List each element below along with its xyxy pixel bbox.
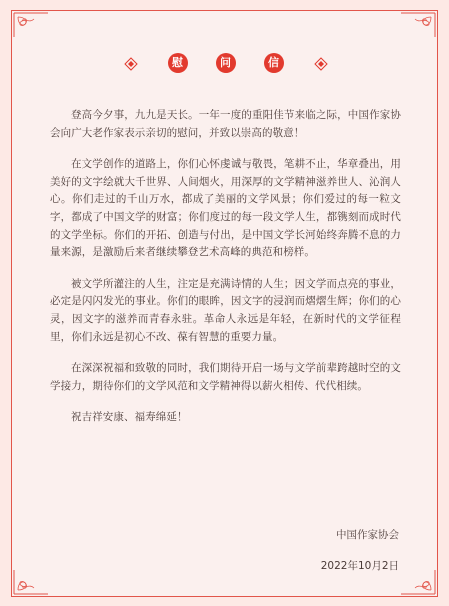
- diamond-ornament-icon: [124, 56, 138, 70]
- corner-ornament-icon: [399, 11, 437, 39]
- diamond-ornament-icon: [314, 56, 328, 70]
- corner-ornament-icon: [399, 568, 437, 596]
- corner-ornament-icon: [12, 11, 50, 39]
- letter-paragraph: 祝吉祥安康、福寿绵延！: [71, 411, 188, 424]
- signature-organization: 中国作家协会: [336, 529, 399, 541]
- title-char: 问: [216, 53, 236, 73]
- title-char: 慰: [168, 53, 188, 73]
- letter-paragraph: 在文学创作的道路上，你们心怀虔诚与敬畏，笔耕不止，华章叠出，用美好的文字绘就大千世界、人间烟火，用深厚的文学精神滋养世人、沁润人心。你们走过的千山万水，都成了美丽的文学风景；你们爱过的每一粒文字，都成了中国文学的财富；你们度过的每一段文学人生，都镌刻而成时代的文学坐标。你们的开拓、创造与付出，是中国文学长河始终奔腾不息的力量来源，是激励后来者继续攀登艺术高峰的典范和榜样。: [50, 158, 401, 259]
- signature-date: 2022年10月2日: [320, 560, 399, 572]
- letter-paragraph: 在深深祝福和致敬的同时，我们期待开启一场与文学前辈跨越时空的文学接力，期待你们的文学风范和文学精神得以薪火相传、代代相续。: [50, 362, 401, 392]
- letter-paragraph: 登高今夕事，九九是天长。一年一度的重阳佳节来临之际，中国作家协会向广大老作家表示亲切的慰问，并致以崇高的敬意！: [50, 109, 401, 139]
- letter-frame: [11, 10, 438, 597]
- letter-paragraph: 被文学所灌注的人生，注定是充满诗情的人生；因文学而点亮的事业，必定是闪闪发光的事业。你们的眼眸，因文字的浸润而熠熠生辉；你们的心灵，因文字的滋养而青春永驻。革命人永远是年轻，在新时代的文学征程里，你们永远是初心不改、葆有智慧的重要力量。: [50, 277, 401, 343]
- title-char: 信: [264, 53, 284, 73]
- corner-ornament-icon: [12, 568, 50, 596]
- letter-body: [50, 107, 401, 441]
- letter-title: [12, 51, 439, 75]
